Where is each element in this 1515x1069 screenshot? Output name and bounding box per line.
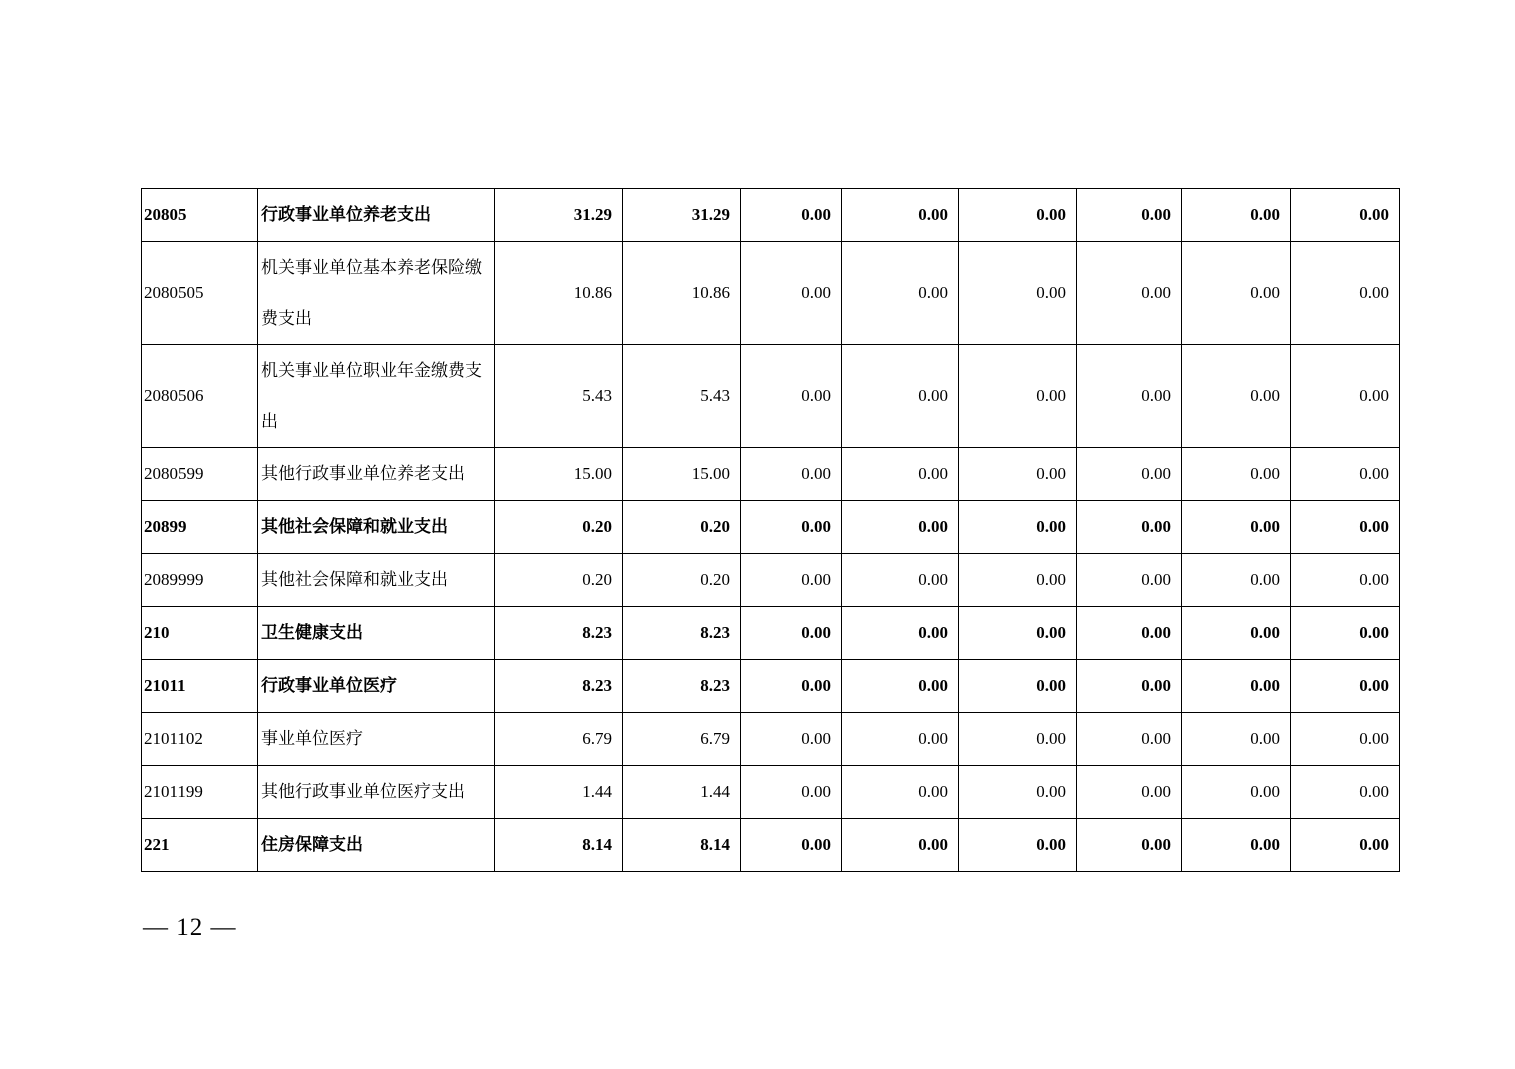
amount-cell: 0.00 — [842, 713, 959, 766]
table-row — [142, 819, 1400, 872]
amount-cell: 15.00 — [495, 448, 623, 501]
table-row — [142, 242, 1400, 345]
amount-cell: 0.00 — [842, 189, 959, 242]
amount-cell: 0.00 — [1291, 819, 1400, 872]
amount-cell: 0.00 — [741, 660, 842, 713]
amount-cell: 10.86 — [495, 242, 623, 345]
account-name-cell: 行政事业单位养老支出 — [258, 189, 495, 242]
account-code-cell: 20805 — [142, 189, 258, 242]
amount-cell: 0.00 — [959, 819, 1077, 872]
amount-cell: 0.00 — [1077, 607, 1182, 660]
account-code-cell: 2080505 — [142, 242, 258, 345]
amount-cell: 0.00 — [959, 242, 1077, 345]
account-name-cell: 机关事业单位基本养老保险缴费支出 — [258, 242, 495, 345]
account-name-cell: 事业单位医疗 — [258, 713, 495, 766]
account-name-cell: 其他社会保障和就业支出 — [258, 501, 495, 554]
amount-cell: 31.29 — [495, 189, 623, 242]
amount-cell: 0.00 — [1182, 713, 1291, 766]
amount-cell: 0.00 — [1291, 345, 1400, 448]
account-code-cell: 21011 — [142, 660, 258, 713]
amount-cell: 0.20 — [623, 501, 741, 554]
amount-cell: 6.79 — [623, 713, 741, 766]
amount-cell: 5.43 — [495, 345, 623, 448]
table-row — [142, 660, 1400, 713]
amount-cell: 0.00 — [959, 448, 1077, 501]
amount-cell: 0.20 — [495, 501, 623, 554]
amount-cell: 0.00 — [842, 242, 959, 345]
amount-cell: 0.00 — [1182, 819, 1291, 872]
amount-cell: 0.00 — [1291, 554, 1400, 607]
amount-cell: 0.00 — [1291, 448, 1400, 501]
amount-cell: 0.00 — [1291, 242, 1400, 345]
amount-cell: 0.00 — [741, 501, 842, 554]
amount-cell: 0.00 — [842, 607, 959, 660]
amount-cell: 15.00 — [623, 448, 741, 501]
amount-cell: 0.20 — [623, 554, 741, 607]
account-name-cell: 住房保障支出 — [258, 819, 495, 872]
amount-cell: 0.00 — [1182, 554, 1291, 607]
amount-cell: 0.00 — [1077, 345, 1182, 448]
amount-cell: 0.00 — [842, 819, 959, 872]
amount-cell: 1.44 — [623, 766, 741, 819]
amount-cell: 0.00 — [741, 713, 842, 766]
amount-cell: 8.23 — [495, 607, 623, 660]
amount-cell: 6.79 — [495, 713, 623, 766]
amount-cell: 0.00 — [1291, 766, 1400, 819]
table-body — [142, 189, 1400, 872]
amount-cell: 0.00 — [1077, 501, 1182, 554]
amount-cell: 0.00 — [959, 713, 1077, 766]
account-name-cell: 其他行政事业单位医疗支出 — [258, 766, 495, 819]
amount-cell: 0.00 — [959, 345, 1077, 448]
account-code-cell: 2089999 — [142, 554, 258, 607]
account-code-cell: 221 — [142, 819, 258, 872]
amount-cell: 0.00 — [959, 501, 1077, 554]
amount-cell: 0.00 — [959, 189, 1077, 242]
amount-cell: 0.00 — [1182, 189, 1291, 242]
amount-cell: 8.23 — [623, 607, 741, 660]
amount-cell: 0.00 — [1077, 713, 1182, 766]
amount-cell: 0.00 — [842, 766, 959, 819]
amount-cell: 0.00 — [1182, 501, 1291, 554]
amount-cell: 0.00 — [741, 189, 842, 242]
amount-cell: 0.00 — [1077, 660, 1182, 713]
amount-cell: 0.00 — [741, 345, 842, 448]
amount-cell: 0.00 — [1291, 713, 1400, 766]
amount-cell: 0.00 — [1182, 345, 1291, 448]
amount-cell: 0.00 — [842, 501, 959, 554]
amount-cell: 0.00 — [741, 819, 842, 872]
amount-cell: 0.00 — [1291, 501, 1400, 554]
amount-cell: 0.00 — [842, 448, 959, 501]
amount-cell: 8.14 — [623, 819, 741, 872]
table-row — [142, 501, 1400, 554]
amount-cell: 0.00 — [1077, 554, 1182, 607]
amount-cell: 8.23 — [623, 660, 741, 713]
amount-cell: 0.00 — [842, 345, 959, 448]
account-name-cell: 行政事业单位医疗 — [258, 660, 495, 713]
amount-cell: 5.43 — [623, 345, 741, 448]
amount-cell: 0.00 — [1077, 448, 1182, 501]
amount-cell: 0.00 — [1182, 607, 1291, 660]
amount-cell: 0.00 — [1291, 607, 1400, 660]
table-row — [142, 448, 1400, 501]
amount-cell: 0.00 — [1077, 242, 1182, 345]
budget-expenditure-table — [141, 188, 1400, 872]
amount-cell: 0.00 — [959, 607, 1077, 660]
table-row — [142, 607, 1400, 660]
account-name-cell: 卫生健康支出 — [258, 607, 495, 660]
amount-cell: 8.23 — [495, 660, 623, 713]
amount-cell: 0.00 — [1077, 189, 1182, 242]
account-code-cell: 2080599 — [142, 448, 258, 501]
account-name-cell: 其他社会保障和就业支出 — [258, 554, 495, 607]
table-row — [142, 189, 1400, 242]
amount-cell: 0.00 — [741, 554, 842, 607]
amount-cell: 10.86 — [623, 242, 741, 345]
amount-cell: 0.00 — [741, 242, 842, 345]
amount-cell: 0.20 — [495, 554, 623, 607]
amount-cell: 0.00 — [1077, 819, 1182, 872]
amount-cell: 0.00 — [1182, 766, 1291, 819]
account-code-cell: 210 — [142, 607, 258, 660]
amount-cell: 0.00 — [1182, 660, 1291, 713]
amount-cell: 1.44 — [495, 766, 623, 819]
amount-cell: 8.14 — [495, 819, 623, 872]
page-number: — 12 — — [143, 914, 237, 941]
amount-cell: 0.00 — [959, 766, 1077, 819]
table-row — [142, 713, 1400, 766]
amount-cell: 0.00 — [959, 554, 1077, 607]
table-row — [142, 554, 1400, 607]
amount-cell: 0.00 — [1182, 448, 1291, 501]
amount-cell: 0.00 — [741, 607, 842, 660]
account-code-cell: 2101102 — [142, 713, 258, 766]
account-name-cell: 其他行政事业单位养老支出 — [258, 448, 495, 501]
amount-cell: 0.00 — [842, 554, 959, 607]
amount-cell: 31.29 — [623, 189, 741, 242]
amount-cell: 0.00 — [1291, 660, 1400, 713]
account-code-cell: 20899 — [142, 501, 258, 554]
amount-cell: 0.00 — [959, 660, 1077, 713]
amount-cell: 0.00 — [741, 448, 842, 501]
amount-cell: 0.00 — [741, 766, 842, 819]
table-row — [142, 345, 1400, 448]
amount-cell: 0.00 — [1291, 189, 1400, 242]
amount-cell: 0.00 — [1077, 766, 1182, 819]
table-row — [142, 766, 1400, 819]
account-code-cell: 2101199 — [142, 766, 258, 819]
amount-cell: 0.00 — [842, 660, 959, 713]
account-name-cell: 机关事业单位职业年金缴费支出 — [258, 345, 495, 448]
account-code-cell: 2080506 — [142, 345, 258, 448]
amount-cell: 0.00 — [1182, 242, 1291, 345]
